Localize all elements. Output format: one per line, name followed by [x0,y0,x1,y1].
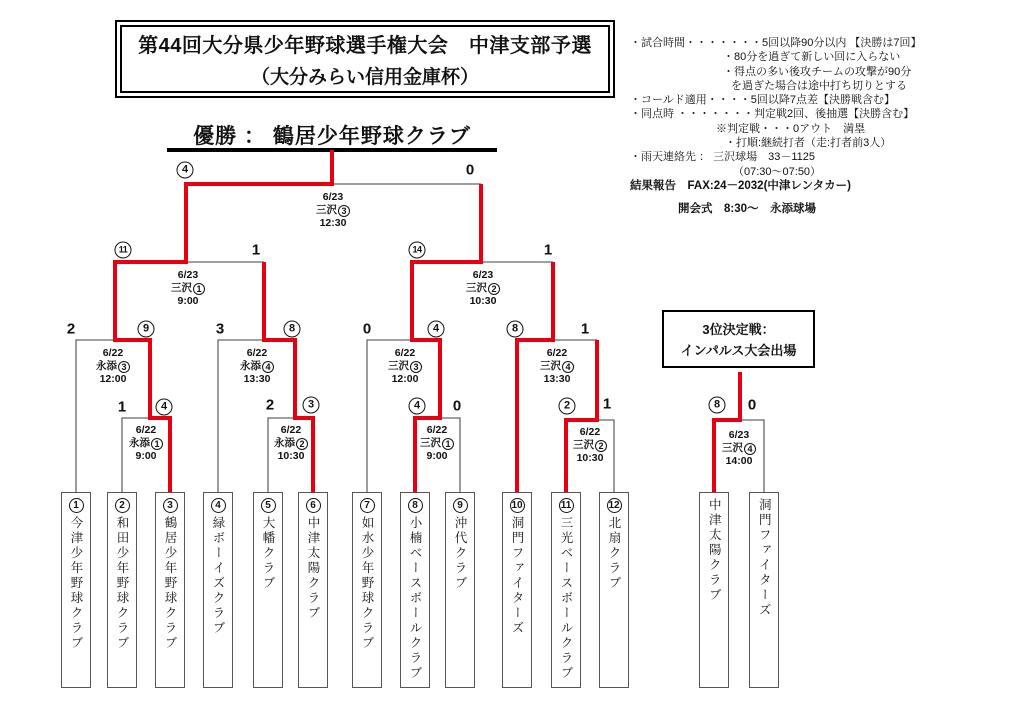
team-name: 大幡クラブ [261,516,275,591]
venue-number-circle: 1 [442,438,454,450]
match-time: 9:00 [177,295,199,307]
team-box-11 [551,492,581,688]
match-time: 13:30 [543,373,571,385]
venue-number-circle: 3 [410,361,422,373]
match-venue: 三沢 4 [540,360,574,373]
score-third-place-left: 8 [709,397,726,414]
match-venue: 三沢 3 [316,204,350,217]
rule-line-1: ・80分を過ぎて新しい回に入らない [723,51,901,64]
match-venue: 三沢 1 [420,437,454,450]
team-name-vertical [163,498,178,687]
team-name-vertical [510,498,525,687]
team-number-circle: 8 [408,498,423,513]
match-date: 6/22 [246,347,268,359]
team-box-12 [599,492,629,688]
score-qf-2-left: 3 [215,320,225,338]
third-place-subtitle: インパルス大会出場 [680,343,797,358]
match-info-sf-2 [466,269,500,308]
score-qf-3-right: 4 [428,321,445,338]
venue-number-circle: 2 [595,440,607,452]
rule-line-6: ※判定戦・・・0アウト 満塁 [716,122,866,135]
team-box-1 [61,492,91,688]
team-box-6 [298,492,328,688]
match-time: 10:30 [576,452,604,464]
score-sf-2-left: 14 [409,242,426,259]
match-date: 6/22 [394,347,416,359]
match-info-qf-4 [540,347,574,386]
team-name: 鶴居少年野球クラブ [163,516,177,651]
match-date: 6/22 [135,424,157,436]
venue-number-circle: 3 [338,205,350,217]
match-venue: 永添 1 [129,437,163,450]
score-third-place-right: 0 [747,396,757,414]
rule-line-9: （07:30～07:50） [733,165,822,178]
rule-line-10: 結果報告 FAX:24－2032(中津レンタカー) [630,179,851,192]
match-time: 12:30 [319,217,347,229]
team-name-vertical [261,498,276,687]
venue-number-circle: 1 [151,438,163,450]
score-sf-2-right: 1 [543,241,553,259]
team-name: 北扇クラブ [607,516,621,591]
rule-line-4: ・コールド適用・・・・5回以降7点差【決勝戦含む】 [630,94,896,107]
score-qf-2-right: 8 [284,321,301,338]
team-box-10 [502,492,532,688]
score-r1-a-left: 1 [117,398,127,416]
match-time: 9:00 [426,450,448,462]
team-name: 中津太陽クラブ [306,516,320,621]
match-date: 6/22 [546,347,568,359]
score-sf-1-left: 11 [115,242,132,259]
match-time: 13:30 [243,373,271,385]
match-venue: 三沢 2 [466,282,500,295]
team-box-7 [352,492,382,688]
third-place-title: 3位決定戦： [702,322,775,337]
match-time: 9:00 [135,450,157,462]
team-number-circle: 7 [360,498,375,513]
score-qf-1-left: 2 [66,320,76,338]
tournament-subtitle: （大分みらい信用金庫杯） [250,67,479,88]
score-r1-b-left: 2 [265,396,275,414]
score-r1-a-right: 4 [156,399,173,416]
match-venue: 永添 3 [96,360,130,373]
team-number-circle: 4 [211,498,226,513]
venue-number-circle: 2 [296,438,308,450]
match-date: 6/22 [426,424,448,436]
rule-line-11: 開会式 8:30～ 永添球場 [678,203,817,216]
team-name: 今津少年野球クラブ [69,516,83,651]
team-name-vertical [115,498,130,687]
team-number-circle: 12 [608,500,620,511]
match-info-r1-b [274,424,308,463]
score-r1-c-left: 4 [409,398,426,415]
team-box-9 [445,492,475,688]
score-r1-d-left: 2 [559,398,576,415]
match-info-sf-1 [171,269,205,308]
match-date: 6/23 [177,269,199,281]
score-sf-1-right: 1 [251,241,261,259]
venue-number-circle: 4 [262,361,274,373]
team-name: 小楠ベースボールクラブ [408,516,422,681]
venue-number-circle: 1 [193,283,205,295]
team-box-2 [107,492,137,688]
match-date: 6/23 [728,429,750,441]
team-name-vertical [708,498,721,687]
team-name-vertical [360,498,375,687]
score-qf-4-left: 8 [507,321,524,338]
venue-number-circle: 4 [744,443,756,455]
team-name-vertical [559,498,574,687]
team-name: 三光ベースボールクラブ [559,516,573,681]
match-date: 6/23 [322,191,344,203]
team-box-4 [203,492,233,688]
match-venue: 三沢 1 [171,282,205,295]
match-info-final [316,191,350,230]
score-r1-d-right: 1 [602,395,612,413]
team-name: 和田少年野球クラブ [115,516,129,651]
match-time: 12:00 [99,373,127,385]
match-venue: 三沢 4 [722,442,756,455]
team-name-vertical [758,498,771,687]
tournament-title: 第44回大分県少年野球選手権大会 中津支部予選 [138,35,592,57]
match-date: 6/23 [472,269,494,281]
team-box-3 [155,492,185,688]
match-info-qf-1 [96,347,130,386]
match-info-r1-a [129,424,163,463]
champion-label: 優勝 ： 鶴居少年野球クラブ [193,125,471,148]
venue-number-circle: 4 [562,361,574,373]
score-final-left: 4 [177,162,194,179]
team-number-circle: 11 [559,498,574,513]
score-qf-3-left: 0 [362,320,372,338]
score-final-right: 0 [465,161,475,179]
rule-line-7: ・打順:継続打者（走:打者前3人） [725,137,892,150]
team-name: 沖代クラブ [453,516,467,591]
venue-number-circle: 2 [488,283,500,295]
match-time: 10:30 [469,295,497,307]
match-time: 14:00 [725,455,753,467]
third-place-team-2 [749,492,779,688]
match-venue: 三沢 3 [388,360,422,373]
team-name-vertical [69,498,84,687]
team-name: 洞門ファイターズ [757,498,772,618]
team-number-circle: 10 [511,500,523,511]
team-name-vertical [211,498,226,687]
score-qf-4-right: 1 [580,320,590,338]
team-name: 緑ボーイズクラブ [211,516,225,636]
match-venue: 永添 4 [240,360,274,373]
rule-line-3: を過ぎた場合は途中打ち切りとする [731,79,907,92]
team-number-circle: 1 [69,498,84,513]
team-number-circle: 3 [163,498,178,513]
match-venue: 永添 2 [274,437,308,450]
rule-line-8: ・雨天連絡先 ： 三沢球場 33－1125 [630,151,816,164]
team-name: 如水少年野球クラブ [360,516,374,651]
team-number-circle: 5 [261,498,276,513]
team-name-vertical [306,498,321,687]
match-time: 10:30 [277,450,305,462]
match-date: 6/22 [280,424,302,436]
team-number-circle: 2 [115,498,130,513]
match-info-third-place [722,429,756,468]
team-box-8 [400,492,430,688]
rule-line-2: ・得点の多い後攻チームの攻撃が90分 [723,65,912,78]
match-venue: 三沢 2 [573,439,607,452]
match-info-qf-3 [388,347,422,386]
match-time: 12:00 [391,373,419,385]
match-info-qf-2 [240,347,274,386]
team-box-5 [253,492,283,688]
venue-number-circle: 3 [118,361,130,373]
team-name-vertical [607,498,622,687]
team-name-vertical [408,498,423,687]
rule-line-5: ・同点時 ・・・・・・・判定戦2回、後抽選【決勝含む】 [630,108,915,121]
match-info-r1-c [420,424,454,463]
match-date: 6/22 [579,426,601,438]
match-info-r1-d [573,426,607,465]
team-number-circle: 6 [306,498,321,513]
team-name-vertical [453,498,468,687]
match-date: 6/22 [102,347,124,359]
third-place-team-1 [699,492,729,688]
score-r1-c-right: 0 [452,397,462,415]
team-name: 洞門ファイターズ [510,516,524,636]
score-r1-b-right: 3 [303,397,320,414]
rule-line-0: ・試合時間・・・・・・・5回以降90分以内 【決勝は7回】 [630,37,922,49]
team-number-circle: 9 [453,498,468,513]
score-qf-1-right: 9 [138,321,155,338]
team-name: 中津太陽クラブ [707,498,722,603]
